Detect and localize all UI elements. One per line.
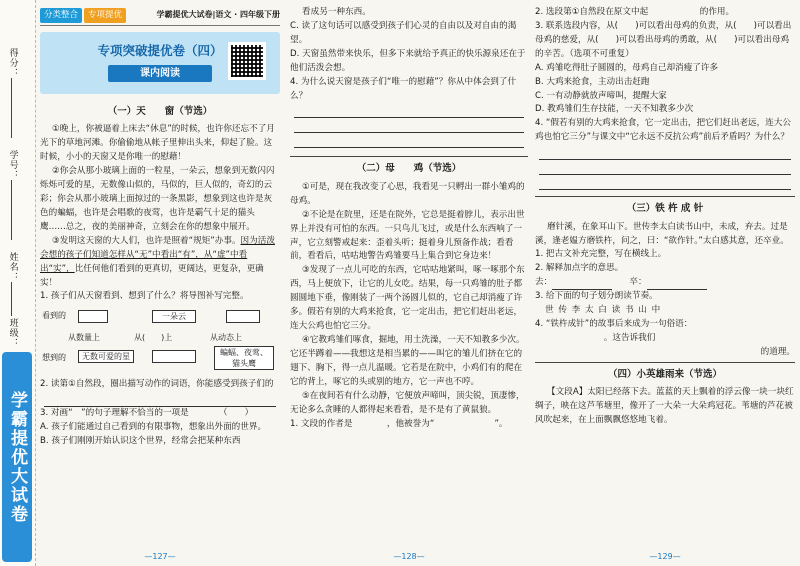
answer-line[interactable] — [539, 160, 791, 175]
c2-paragraph-5: ⑤在夜间若有什么动静，它便放声啼叫，顶尖锐，顶凄惨，无论多么贪睡的人都得起来看看，是不是有了黄鼠狼。 — [290, 390, 525, 415]
exam-banner — [40, 32, 280, 94]
c2-paragraph-4: ④它教鸡雏们啄食，掘地，用土洗澡，一天不知教多少次。它还半蹲着——我想这是相当累的——叫它的雏儿们挤在它的翅下、胸下，得一点儿温暖。它若是在院中，小鸡们有的爬在它的背上，啄它的头或别的地方，它一声也不哼。 — [290, 334, 525, 387]
name-label: 姓名： — [7, 252, 18, 282]
exam-title: 专项突破提优卷（四） — [97, 43, 223, 58]
map-imagined-label: 想到的 — [42, 353, 66, 363]
c1-question-1: 1. 孩子们从天窗看到、想到了什么？将导图补写完整。 — [40, 291, 249, 302]
map-from-motion: 从动态上 — [210, 333, 242, 343]
id-label: 学号： — [7, 150, 18, 180]
c3-question-2: 2. 选段第①自然段在原文中起 的作用。 — [535, 7, 735, 17]
classical-text: 磨针溪，在象耳山下。世传李太白读书山中，未成，弃去。过是溪，逢老媪方磨铁杵，问之，曰：“欲作针。”太白感其意，还卒业。 — [535, 221, 789, 246]
id-line — [11, 180, 12, 240]
c2-continuation: 看成另一种东西。 — [302, 7, 371, 17]
answer-line[interactable] — [539, 145, 791, 160]
page-129 — [535, 6, 795, 562]
section-4-title: （四）小英雄雨来（节选） — [535, 362, 795, 382]
exam-subtitle: 课内阅读 — [108, 65, 212, 82]
mind-map — [40, 306, 280, 376]
c1-question-3: 3. 对画“ ”的句子理解不恰当的一项是 （ ） — [40, 408, 254, 419]
definition-blank[interactable] — [647, 280, 707, 290]
c3-question-4d: 的道理。 — [760, 346, 795, 357]
c3-passage-a: 【文段A】太阳已经落下去。蓝蓝的天上飘着的浮云像一块一块红绸子，映在这芦苇塘里，像开了一大朵一大朵鸡冠花。苇塘的芦花被风吹起来，在上面飘飘悠悠地飞着。 — [535, 387, 794, 426]
c3-option-c: C. 一有动静就放声啼叫，提醒大家 — [535, 90, 667, 101]
c3-option-a: A. 鸡雏吃得肚子圆圆的，母鸡自己却消瘦了许多 — [535, 62, 719, 73]
qr-code — [228, 42, 266, 80]
word-definitions: 去： 卒： — [535, 276, 795, 290]
page-header — [40, 6, 280, 26]
header-series: 学霸提优大试卷|语文 · 四年级下册 — [156, 10, 280, 20]
binding-strip — [0, 0, 36, 566]
name-line — [11, 282, 12, 316]
tag-category: 分类整合 — [40, 8, 82, 24]
c1-question-2: 2. 读第①自然段，圈出描写动作的词语，你能感受到孩子们的 — [40, 379, 274, 390]
section-1-title: （一）天 窗（节选） — [107, 106, 213, 117]
c3-question-2b: 2. 解释加点字的意思。 — [535, 263, 624, 274]
c2-question-4: 4. 为什么说天窗是孩子们“唯一的慰藉”？你从中体会到了什么？ — [290, 76, 517, 101]
c3-question-3: 3. 联系选段内容，从( )可以看出母鸡的负责，从( )可以看出母鸡的慈爱，从( )可以看出母鸡的勇敢，从( )可以看出母鸡的辛苦。（选项不可重复） — [535, 20, 792, 59]
c1-paragraph-1: ①晚上，你被逼着上床去“休息”的时候，也许你还忘不了月光下的草地河滩。你偷偷地从帐子里伸出头来，仰起了脸。这时候，小小的天窗又是你唯一的慰藉！ — [40, 124, 275, 163]
page-128 — [290, 6, 528, 562]
c1-paragraph-3: ③发明这天窗的大人们，也许是照着“规矩”办事。因为活泼会想的孩子们知道怎样从“无”中看出“有”，从“虚”中看出“实”，比任何他们看到的更真切，更阔达，更复杂，更确实！ — [40, 235, 275, 288]
section-3-title: （三）铁 杵 成 针 — [535, 196, 795, 216]
score-label: 得分： — [7, 48, 18, 78]
page-number: —128— — [393, 552, 425, 562]
c2-paragraph-3: ③发现了一点儿可吃的东西，它咕咕地紧叫，啄一啄那个东西，马上便放下，让它的儿女吃。结果，每一只鸡雏的肚子都圆圆地下垂，像刚装了一两个汤圆儿似的，它自己却消瘦了许多。假若有别的大鸡来抢食，它一定出击，把它们赶出老远，连大公鸡也怕它三分。 — [290, 265, 525, 332]
c3-option-b: B. 大鸡来抢食，主动出击赶跑 — [535, 76, 650, 87]
map-from-shape: 从( )上 — [134, 333, 173, 343]
rhythm-sentence: 世 传 李 太 白 读 书 山 中 — [545, 305, 662, 316]
score-line — [11, 78, 12, 138]
map-seen-label: 看到的 — [42, 311, 66, 321]
brand-bar: 学霸提优大试卷 — [2, 352, 32, 562]
c3-question-4c: 。这告诉我们 — [535, 332, 656, 343]
c2-question-1: 1. 文段的作者是 ，他被誉为“ ”。 — [290, 418, 508, 429]
c1-option-b: B. 孩子们刚刚开始认识这个世界，经常会把某种东西 — [40, 436, 241, 447]
c2-paragraph-1: ①可是，现在我改变了心思，我看见一只孵出一群小雏鸡的母鸡。 — [290, 181, 525, 206]
answer-line[interactable] — [294, 118, 524, 133]
page-127 — [40, 6, 280, 562]
class-label: 班级： — [7, 318, 18, 348]
map-blank-1[interactable] — [78, 310, 108, 323]
map-blank-3[interactable] — [152, 350, 196, 363]
map-blank-2[interactable] — [226, 310, 260, 323]
c3-option-d: D. 教鸡雏们生存技能，一天不知教多少次 — [535, 104, 694, 115]
tag-special: 专项提优 — [84, 8, 126, 24]
answer-line[interactable] — [294, 103, 524, 118]
answer-line[interactable] — [44, 392, 276, 407]
c3-question-4: 4. “假若有别的大鸡来抢食，它一定出击，把它们赶出老远，连大公鸡也怕它三分”与课文中“它永远不反抗公鸡”前后矛盾吗？为什么？ — [535, 118, 792, 143]
answer-line[interactable] — [539, 175, 791, 190]
c3-question-4b: 4. “铁杵成针”的故事后来成为一句俗语： — [535, 319, 693, 330]
c1-paragraph-2: ②你会从那小玻璃上面的一粒星，一朵云，想象到无数闪闪烁烁可爱的星，无数像山似的，马似的，巨人似的，奇幻的云彩；你会从那小玻璃上面掠过的一条黑影，想象到这也许是灰色的蝙蝠，也许是会唱歌的夜莺，也许是霸气十足的猫头鹰……总之，夜的美丽神奇，立刻会在你的想象中展开。 — [40, 166, 275, 232]
map-cloud: 一朵云 — [152, 310, 196, 323]
map-from-qty: 从数量上 — [68, 333, 100, 343]
map-stars: 无数可爱的星 — [78, 350, 134, 363]
c1-option-a: A. 孩子们能通过自己看到的有限事物，想象出外面的世界。 — [40, 422, 267, 433]
page-number: —129— — [649, 552, 681, 562]
section-2-title: （二）母 鸡（节选） — [290, 156, 528, 176]
c3-question-3b: 3. 给下面的句子划分朗读节奏。 — [535, 291, 658, 302]
c2-option-c: C. 读了这句话可以感受到孩子们心灵的自由以及对自由的渴望。 — [290, 20, 517, 45]
c2-paragraph-2: ②不论是在院里，还是在院外，它总是挺着脖儿，表示出世界上并没有可怕的东西。一只鸟儿飞过，或是什么东西响了一声，它立刻警戒起来：歪着头听；挺着身儿预备作战；看看前，看看后，咕咕地警告鸡雏要马上集合到它身边来！ — [290, 209, 525, 262]
definition-blank[interactable] — [552, 280, 612, 290]
c2-option-d: D. 天窗虽然带来快乐，但多下来就给予真正的快乐源泉还在于他们活泼会想。 — [290, 48, 526, 73]
underlined-sentence: 因为活泼会想的孩子们知道怎样从“无”中看出“有”，从“虚”中看出“实”， — [40, 235, 275, 274]
map-birds: 蝙蝠、夜莺、猫头鹰 — [214, 346, 274, 370]
answer-line[interactable] — [294, 133, 524, 148]
c3-question-1b: 1. 把古文补充完整，写在横线上。 — [535, 249, 667, 260]
page-number: —127— — [144, 552, 176, 562]
